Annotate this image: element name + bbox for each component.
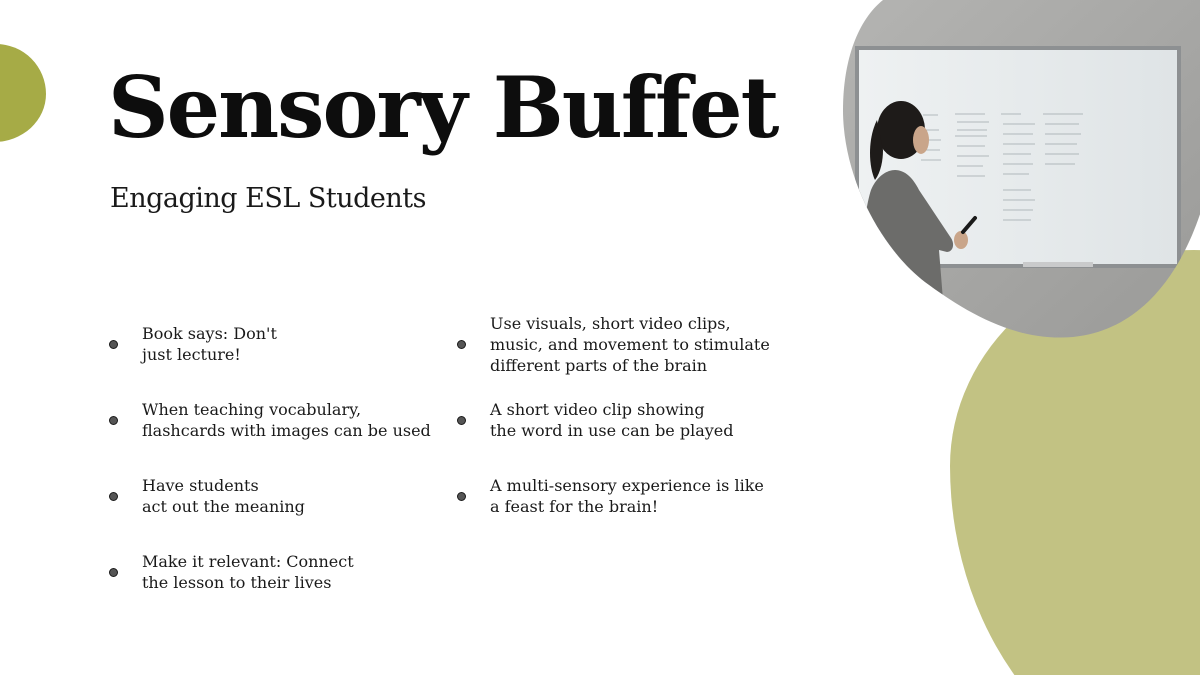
bullet-dot-icon	[109, 492, 118, 501]
slide-subtitle: Engaging ESL Students	[110, 183, 426, 214]
bullet-text: Use visuals, short video clips, music, and movement to stimulate different parts of the brain	[490, 314, 770, 375]
bullet-item	[109, 475, 305, 517]
bullet-text: When teaching vocabulary, flashcards with images can be used	[142, 400, 431, 440]
bullet-text: A multi-sensory experience is like a feast for the brain!	[490, 476, 764, 516]
bullet-item	[457, 313, 770, 376]
bullet-text: Make it relevant: Connect the lesson to their lives	[142, 552, 354, 592]
slide-title: Sensory Buffet	[108, 58, 778, 157]
bullet-item	[109, 399, 431, 441]
bullet-item	[109, 323, 277, 365]
bullet-dot-icon	[457, 340, 466, 349]
bullet-item	[109, 551, 354, 593]
decorative-blob-left	[0, 44, 46, 142]
bullet-dot-icon	[109, 416, 118, 425]
bullet-dot-icon	[109, 340, 118, 349]
bullet-item	[457, 475, 764, 517]
bullet-item	[457, 399, 734, 441]
bullet-dot-icon	[109, 568, 118, 577]
presenter-photo	[843, 0, 1200, 338]
bullet-text: Book says: Don't just lecture!	[142, 324, 277, 364]
bullet-dot-icon	[457, 416, 466, 425]
bullet-dot-icon	[457, 492, 466, 501]
bullet-text: A short video clip showing the word in use can be played	[490, 400, 734, 440]
bullet-text: Have students act out the meaning	[142, 476, 305, 516]
